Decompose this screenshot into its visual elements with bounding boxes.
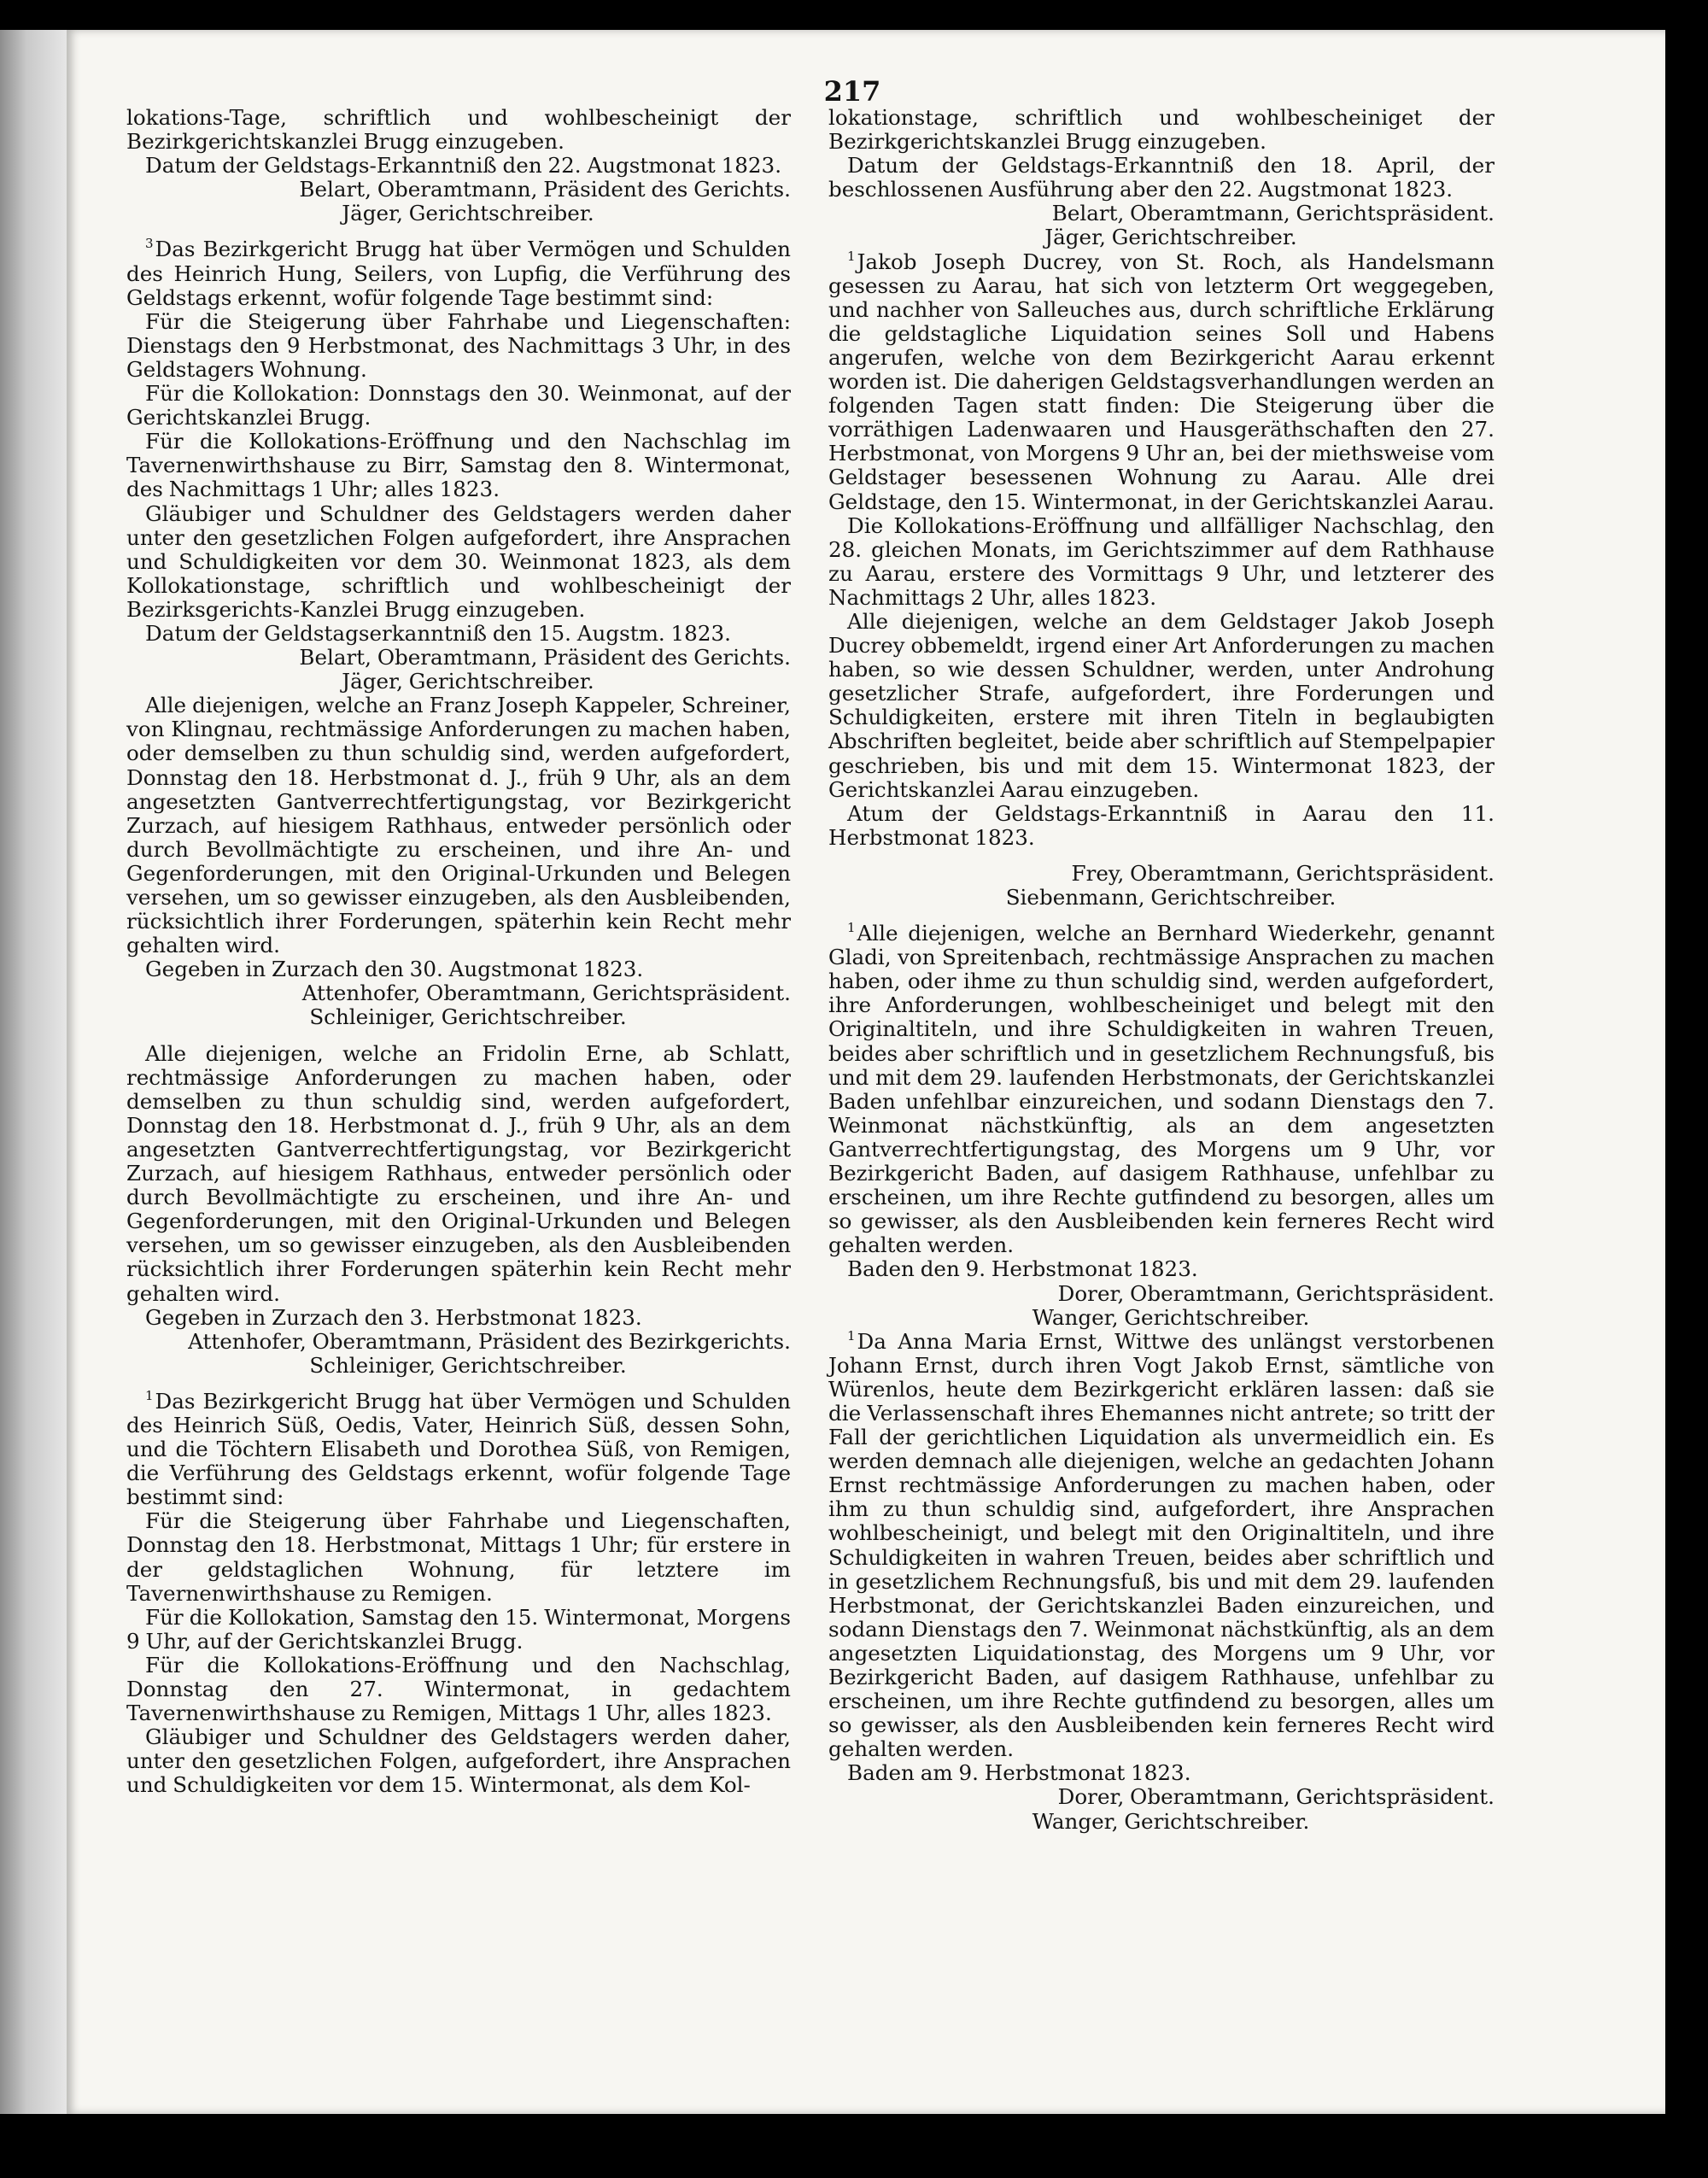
notice-paragraph	[126, 1606, 791, 1654]
notice-paragraph	[828, 106, 1494, 154]
spacer	[126, 1030, 791, 1042]
footnote-mark: 1	[847, 248, 856, 264]
notice-paragraph	[126, 1306, 791, 1330]
paragraph-text: Schleiniger, Gerichtschreiber.	[309, 1004, 627, 1030]
clerk-signature-line	[828, 225, 1494, 249]
paragraph-text: Belart, Oberamtmann, Präsident des Gerichts.	[299, 177, 791, 202]
paragraph-text: Gegeben in Zurzach den 3. Herbstmonat 1823.	[145, 1304, 642, 1330]
clerk-signature-line	[126, 670, 791, 694]
paragraph-text: Alle diejenigen, welche an Franz Joseph Kappeler, Schreiner, von Klingnau, rechtmässige Anforderungen zu machen haben, oder demselben zu thun schuldig sind, werden aufgefordert, Donnstag den 18. Herbstmonat d. J., früh 9 Uhr, als an dem angesetzten Gantverrechtfertigungstag, vor Bezirkgericht Zurzach, auf hiesigem Rathhaus, entweder persönlich oder durch Bevollmächtigte zu erscheinen, und ihre An- und Gegenforderungen, mit den Original-Urkunden und Belegen versehen, um so gewisser einzugeben, als den Ausbleibenden, rücksichtlich ihrer Forderungen, späterhin kein Recht mehr gehalten wird.	[126, 693, 791, 958]
clerk-signature-line	[126, 1005, 791, 1029]
notice-paragraph	[126, 106, 791, 154]
footnote-mark: 1	[145, 1387, 154, 1403]
notice-paragraph	[828, 1327, 1494, 1762]
paragraph-text: Dorer, Oberamtmann, Gerichtspräsident.	[1057, 1784, 1494, 1810]
signature-line	[828, 862, 1494, 886]
notice-paragraph	[828, 514, 1494, 610]
paragraph-text: Jäger, Gerichtschreiber.	[342, 669, 594, 694]
paragraph-text: Belart, Oberamtmann, Präsident des Gerichts.	[299, 645, 791, 670]
paragraph-text: Das Bezirkgericht Brugg hat über Vermögen und Schulden des Heinrich Süß, Oedis, Vater, Heinrich Süß, dessen Sohn, und die Töchtern Elisabeth und Dorothea Süß, von Remigen, die Verführung des Geldstags erkennt, wofür folgende Tage bestimmt sind:	[126, 1388, 791, 1510]
paragraph-text: Baden den 9. Herbstmonat 1823.	[847, 1256, 1198, 1282]
notice-paragraph	[126, 310, 791, 382]
spacer	[828, 910, 1494, 922]
paragraph-text: Alle diejenigen, welche an Fridolin Erne, ab Schlatt, rechtmässige Anforderungen zu machen haben, oder demselben zu thun schuldig sind, werden aufgefordert, Donnstag den 18. Herbstmonat d. J., früh 9 Uhr, als an dem angesetzten Gantverrechtfertigungstag, vor Bezirkgericht Zurzach, auf hiesigem Rathhaus, entweder persönlich oder durch Bevollmächtigte zu erscheinen, und ihre An- und Gegenforderungen, mit den Original-Urkunden und Belegen versehen, um so gewisser einzugeben, als den Ausbleibenden rücksichtlich ihrer Forderungen späterhin kein Recht mehr gehalten wird.	[126, 1040, 791, 1306]
paragraph-text: Alle diejenigen, welche an dem Geldstager Jakob Joseph Ducrey obbemeldt, irgend einer Art Anforderungen zu machen haben, so wie dessen Schuldner, werden, unter Androhung gesetzlicher Strafe, aufgefordert, ihre Forderungen und Schuldigkeiten, erstere mit ihren Titeln in beglaubigten Abschriften begleitet, beide aber schriftlich auf Stempelpapier geschrieben, bis und mit dem 15. Wintermonat 1823, der Gerichtskanzlei Aarau einzugeben.	[828, 608, 1494, 802]
paragraph-text: Jakob Joseph Ducrey, von St. Roch, als Handelsmann gesessen zu Aarau, hat sich von letzterm Ort weggegeben, und nachher von Salleuches aus, durch schriftliche Erklärung die geldstagliche Liquidation seines Soll und Habens angerufen, welche von dem Bezirkgericht Aarau erkennt worden ist. Die daherigen Geldstagsverhandlungen werden an folgenden Tagen statt finden: Die Steigerung über die vorräthigen Ladenwaaren und Hausgeräthschaften den 27. Herbstmonat, von Morgens 9 Uhr an, bei der miethsweise vom Geldstager besessenen Wohnung zu Aarau. Alle drei Geldstage, den 15. Wintermonat, in der Gerichtskanzlei Aarau.	[828, 249, 1494, 514]
paragraph-text: Atum der Geldstags-Erkanntniß in Aarau den 11. Herbstmonat 1823.	[828, 800, 1494, 850]
previous-page-edge	[0, 30, 67, 2114]
notice-paragraph	[828, 1257, 1494, 1281]
paragraph-text: Gläubiger und Schuldner des Geldstagers werden daher unter den gesetzlichen Folgen aufgefordert, ihre Ansprachen und Schuldigkeiten vor dem 30. Weinmonat 1823, als dem Kollokationstage, schriftlich und wohlbescheinigt der Bezirksgerichts-Kanzlei Brugg einzugeben.	[126, 501, 791, 622]
paragraph-text: Die Kollokations-Eröffnung und allfälliger Nachschlag, den 28. gleichen Monats, im Gerichtszimmer auf dem Rathhause zu Aarau, erstere des Vormittags 9 Uhr, und letzterer des Nachmittags 2 Uhr, alles 1823.	[828, 512, 1494, 610]
signature-line	[126, 981, 791, 1005]
page-number: 217	[823, 75, 881, 108]
paragraph-text: Für die Steigerung über Fahrhabe und Liegenschaften, Donnstag den 18. Herbstmonat, Mittags 1 Uhr; für erstere in der geldstaglichen Wohnung, für letztere im Tavernenwirthshause zu Remigen.	[126, 1508, 791, 1606]
footnote-mark: 1	[847, 920, 856, 936]
paragraph-text: Jäger, Gerichtschreiber.	[1044, 225, 1297, 250]
paragraph-text: Jäger, Gerichtschreiber.	[342, 201, 594, 226]
paragraph-text: Wanger, Gerichtschreiber.	[1032, 1304, 1310, 1330]
signature-line	[828, 1282, 1494, 1306]
notice-paragraph	[126, 237, 791, 309]
paragraph-text: lokations-Tage, schriftlich und wohlbescheinigt der Bezirkgerichtskanzlei Brugg einzugeben.	[126, 105, 791, 155]
paragraph-text: Datum der Geldstags-Erkanntniß den 18. April, der beschlossenen Ausführung aber den 22. Augstmonat 1823.	[828, 153, 1494, 202]
clerk-signature-line	[828, 1306, 1494, 1330]
notice-paragraph	[828, 1761, 1494, 1785]
paragraph-text: lokationstage, schriftlich und wohlbescheiniget der Bezirkgerichtskanzlei Brugg einzugeben.	[828, 105, 1494, 155]
signature-line	[828, 1785, 1494, 1809]
right-column	[828, 106, 1494, 1834]
notice-paragraph	[126, 1042, 791, 1306]
paragraph-text: Siebenmann, Gerichtschreiber.	[1005, 885, 1337, 910]
notice-paragraph	[828, 610, 1494, 802]
paragraph-text: Für die Kollokation, Samstag den 15. Wintermonat, Morgens 9 Uhr, auf der Gerichtskanzlei Brugg.	[126, 1604, 791, 1654]
paragraph-text: Datum der Geldstags-Erkanntniß den 22. Augstmonat 1823.	[145, 153, 782, 179]
notice-paragraph	[126, 957, 791, 981]
clerk-signature-line	[828, 1810, 1494, 1834]
paragraph-text: Wanger, Gerichtschreiber.	[1032, 1808, 1310, 1834]
spacer	[126, 1378, 791, 1390]
paragraph-text: Für die Steigerung über Fahrhabe und Liegenschaften: Dienstags den 9 Herbstmonat, des Nachmittags 3 Uhr, in des Geldstagers Wohnung.	[126, 308, 791, 382]
clerk-signature-line	[126, 202, 791, 225]
paragraph-text: Attenhofer, Oberamtmann, Präsident des Bezirkgerichts.	[188, 1328, 791, 1354]
notice-paragraph	[126, 622, 791, 646]
notice-paragraph	[828, 250, 1494, 514]
notice-paragraph	[828, 802, 1494, 850]
paragraph-text: Da Anna Maria Ernst, Wittwe des unlängst verstorbenen Johann Ernst, durch ihren Vogt Jakob Ernst, sämtliche von Würenlos, heute dem Bezirkgericht erklären lassen: daß sie die Verlassenschaft ihres Ehemannes nicht antrete; so tritt der Fall der gerichtlichen Liquidation als unvermeidlich ein. Es werden demnach alle diejenigen, welche an gedachten Johann Ernst rechtmässige Anforderungen zu machen haben, oder ihm zu thun schuldig sind, aufgefordert, ihre Ansprachen wohlbescheinigt, und belegt mit den Originaltiteln, und ihre Schuldigkeiten in wahren Treuen, beides aber schriftlich und in gesetzlichem Rechnungsfuß, bis und mit dem 29. laufenden Herbstmonat, der Gerichtskanzlei Baden einzureichen, und sodann Dienstags den 7. Weinmonat nächstkünftig, als an dem angesetzten Liquidationstag, des Morgens um 9 Uhr, vor Bezirkgericht Baden, auf dasigem Rathhause, unfehlbar zu erscheinen, um ihre Rechte gutfindend zu besorgen, alles um so gewisser, als den Ausbleibenden kein ferneres Recht wird gehalten werden.	[828, 1328, 1494, 1762]
paragraph-text: Alle diejenigen, welche an Bernhard Wiederkehr, genannt Gladi, von Spreitenbach, rechtmässige Ansprachen zu machen haben, oder ihme zu thun schuldig sind, werden aufgefordert, ihre Anforderungen, wohlbescheiniget und belegt mit den Originaltiteln, und ihre Schuldigkeiten in wahren Treuen, beides aber schriftlich und in gesetzlichem Rechnungsfuß, bis und mit dem 29. laufenden Herbstmonats, der Gerichtskanzlei Baden unfehlbar einzureichen, und sodann Dienstags den 7. Weinmonat nächstkünftig, als an dem angesetzten Gantverrechtfertigungstag, des Morgens um 9 Uhr, vor Bezirkgericht Baden, auf dasigem Rathhause, unfehlbar zu erscheinen, um ihre Rechte gutfindend zu besorgen, alles um so gewisser, als den Ausbleibenden kein ferneres Recht wird gehalten werden.	[828, 921, 1494, 1258]
notice-paragraph	[126, 154, 791, 178]
paragraph-text: Für die Kollokations-Eröffnung und den Nachschlag, Donnstag den 27. Wintermonat, in gedachtem Tavernenwirthshause zu Remigen, Mittags 1 Uhr, alles 1823.	[126, 1652, 791, 1726]
paragraph-text: Belart, Oberamtmann, Gerichtspräsident.	[1051, 201, 1494, 226]
signature-line	[126, 1330, 791, 1354]
clerk-signature-line	[828, 886, 1494, 910]
left-column	[126, 106, 791, 1797]
notice-paragraph	[126, 1509, 791, 1605]
notice-paragraph	[126, 694, 791, 957]
paragraph-text: Frey, Oberamtmann, Gerichtspräsident.	[1071, 860, 1494, 886]
notice-paragraph	[126, 502, 791, 622]
paragraph-text: Datum der Geldstagserkanntniß den 15. Augstm. 1823.	[145, 620, 731, 646]
paragraph-text: Gläubiger und Schuldner des Geldstagers werden daher, unter den gesetzlichen Folgen, aufgefordert, ihre Ansprachen und Schuldigkeiten vor dem 15. Wintermonat, als dem Kol-	[126, 1724, 791, 1798]
paragraph-text: Gegeben in Zurzach den 30. Augstmonat 1823.	[145, 957, 644, 982]
spacer	[828, 850, 1494, 862]
footnote-mark: 3	[145, 236, 154, 252]
notice-paragraph	[126, 382, 791, 430]
paragraph-text: Das Bezirkgericht Brugg hat über Vermögen und Schulden des Heinrich Hung, Seilers, von Lupfig, die Verführung des Geldstags erkennt, wofür folgende Tage bestimmt sind:	[126, 237, 791, 310]
signature-line	[828, 202, 1494, 225]
footnote-mark: 1	[847, 1327, 856, 1344]
paragraph-text: Baden am 9. Herbstmonat 1823.	[847, 1760, 1191, 1786]
notice-paragraph	[126, 1725, 791, 1797]
paragraph-text: Attenhofer, Oberamtmann, Gerichtspräsident.	[301, 981, 791, 1006]
signature-line	[126, 646, 791, 670]
paragraph-text: Dorer, Oberamtmann, Gerichtspräsident.	[1057, 1280, 1494, 1306]
signature-line	[126, 178, 791, 202]
paragraph-text: Für die Kollokation: Donnstags den 30. Weinmonat, auf der Gerichtskanzlei Brugg.	[126, 381, 791, 430]
notice-paragraph	[126, 1387, 791, 1510]
notice-paragraph	[828, 922, 1494, 1257]
paragraph-text: Für die Kollokations-Eröffnung und den Nachschlag im Tavernenwirthshause zu Birr, Samstag den 8. Wintermonat, des Nachmittags 1 Uhr; alles 1823.	[126, 429, 791, 502]
notice-paragraph	[126, 1654, 791, 1725]
paragraph-text: Schleiniger, Gerichtschreiber.	[309, 1352, 627, 1378]
notice-paragraph	[126, 430, 791, 501]
clerk-signature-line	[126, 1354, 791, 1378]
notice-paragraph	[828, 154, 1494, 202]
